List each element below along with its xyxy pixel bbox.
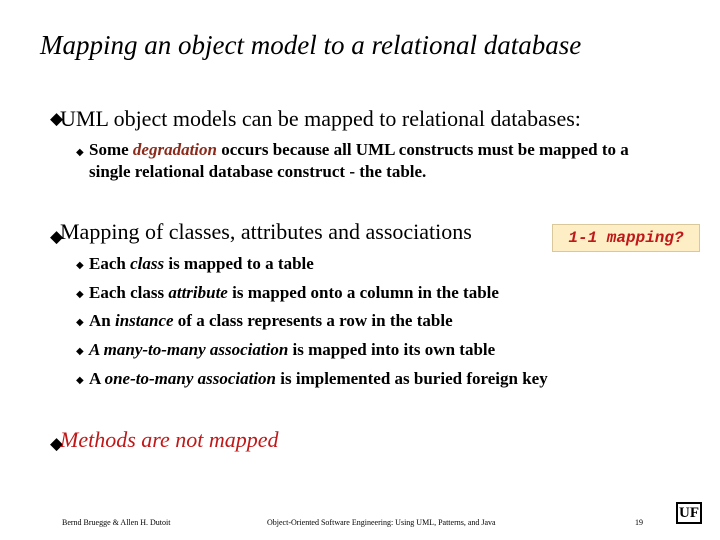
sub-bullet-one-to-many — [89, 369, 548, 389]
sub-bullet-pre: Some — [89, 140, 133, 159]
sub-bullet-post: of a class represents a row in the table — [173, 311, 453, 330]
diamond-icon: ◆ — [50, 434, 64, 453]
diamond-icon: ◆ — [50, 109, 64, 128]
sub-bullet-emphasis: degradation — [132, 140, 217, 159]
sub-bullet-post: occurs because all UML constructs must be mapped to a single relational database construct - the table. — [89, 140, 629, 181]
sub-bullet-degradation — [89, 139, 649, 183]
small-diamond-icon: ◆ — [76, 147, 84, 158]
sub-bullet-pre: Each — [89, 254, 131, 273]
sub-bullet-post: is mapped into its own table — [288, 340, 496, 359]
sub-bullet-attribute — [89, 283, 499, 303]
sub-bullet-pre: A — [89, 369, 105, 388]
uf-logo-icon: UF — [676, 502, 702, 524]
sub-bullet-emphasis: one-to-many association — [104, 369, 277, 388]
bullet-2-text: Mapping of classes, attributes and associations — [60, 219, 472, 244]
sub-bullet-post: is mapped onto a column in the table — [227, 283, 499, 302]
small-diamond-icon: ◆ — [76, 289, 84, 300]
sub-bullet-emphasis: class — [130, 254, 165, 273]
sub-bullet-emphasis: A many-to-many association — [89, 340, 289, 359]
sub-bullet-many-to-many — [89, 340, 495, 360]
sub-bullet-class — [89, 254, 314, 274]
bullet-3-text: Methods are not mapped — [60, 427, 279, 452]
footer-book-title: Object-Oriented Software Engineering: Using UML, Patterns, and Java — [267, 518, 496, 527]
one-to-one-mapping-callout: 1-1 mapping? — [552, 224, 700, 252]
small-diamond-icon: ◆ — [76, 346, 84, 357]
small-diamond-icon: ◆ — [76, 375, 84, 386]
sub-bullet-emphasis: attribute — [168, 283, 228, 302]
sub-bullet-post: is mapped to a table — [164, 254, 314, 273]
sub-bullet-post: is implemented as buried foreign key — [276, 369, 548, 388]
footer-page-number: 19 — [635, 518, 643, 527]
sub-bullet-instance — [89, 311, 453, 331]
small-diamond-icon: ◆ — [76, 260, 84, 271]
footer-authors: Bernd Bruegge & Allen H. Dutoit — [62, 518, 171, 527]
bullet-1-text: UML object models can be mapped to relational databases: — [60, 106, 581, 131]
sub-bullet-emphasis: instance — [114, 311, 174, 330]
sub-bullet-pre: An — [89, 311, 115, 330]
diamond-icon: ◆ — [50, 227, 64, 246]
small-diamond-icon: ◆ — [76, 317, 84, 328]
sub-bullet-pre: Each class — [89, 283, 169, 302]
slide-title: Mapping an object model to a relational database — [40, 30, 582, 60]
